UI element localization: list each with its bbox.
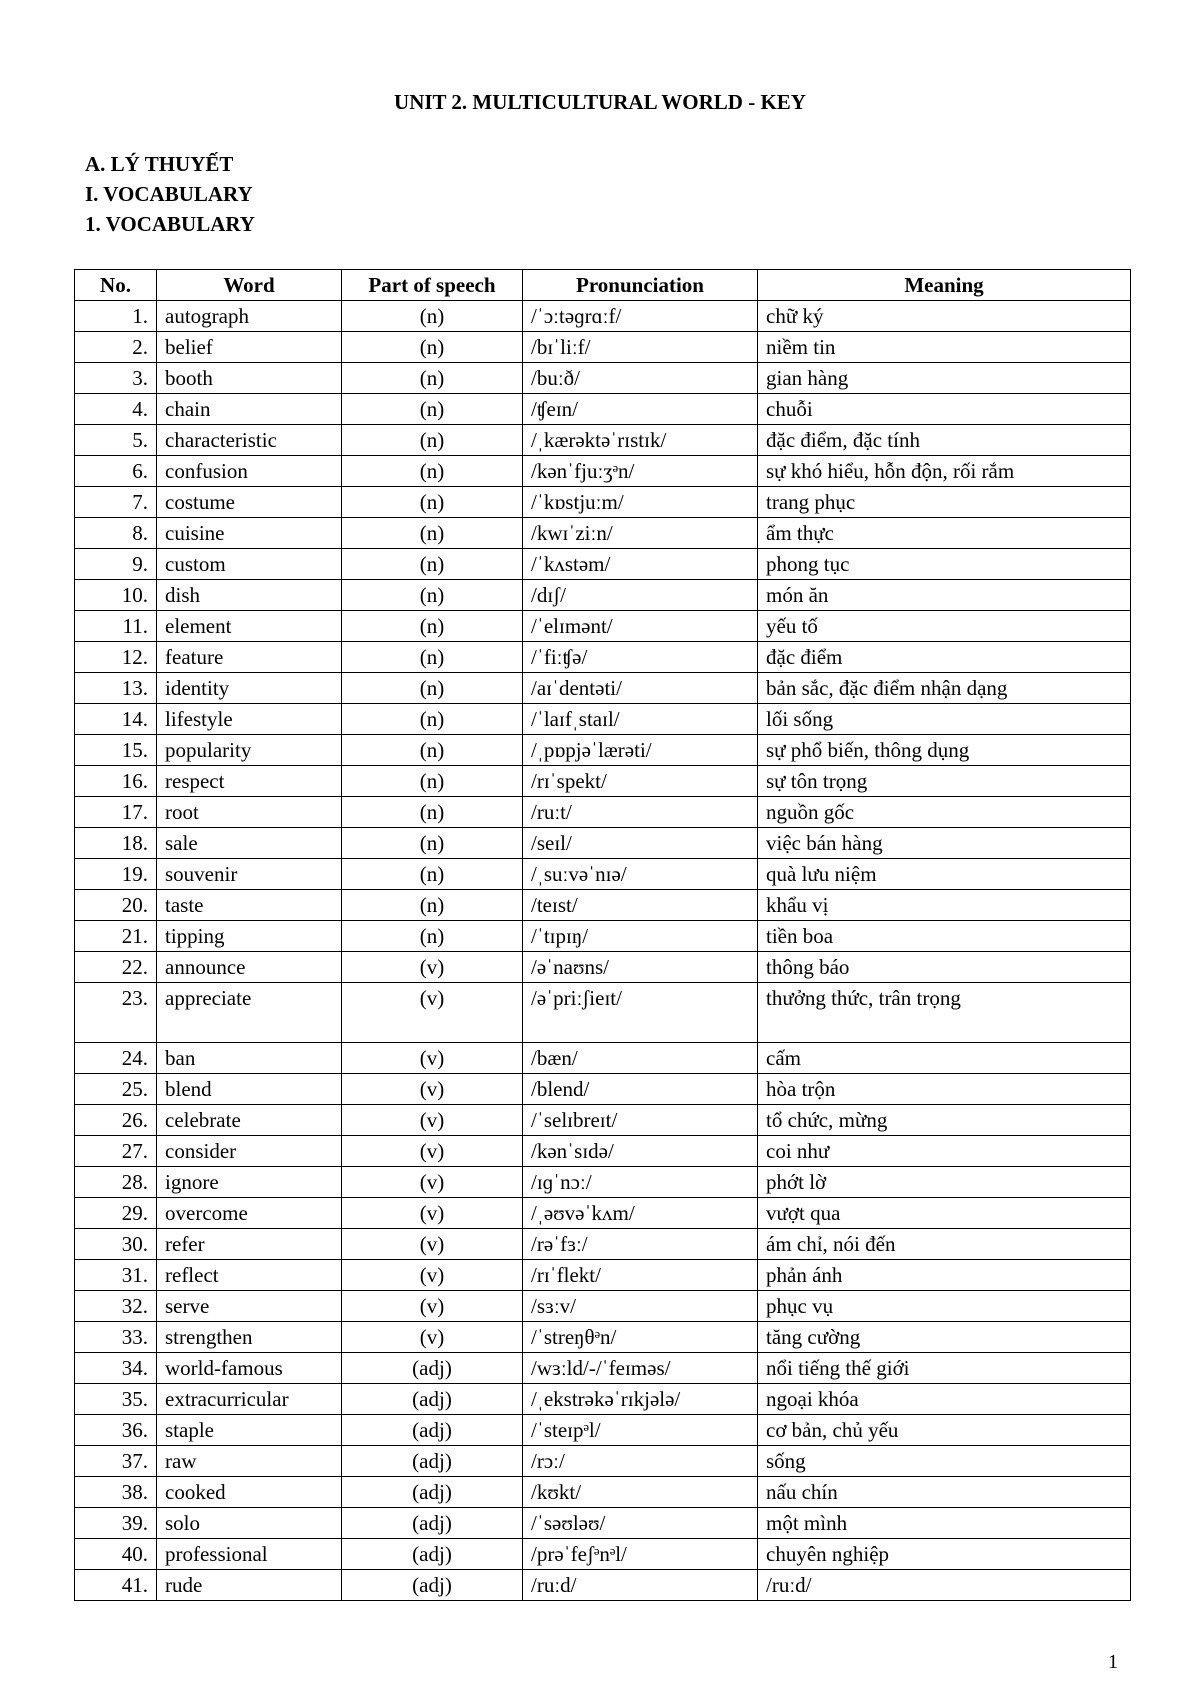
cell-pronunciation: /ˌəʊvəˈkʌm/ xyxy=(523,1198,758,1229)
cell-meaning: phục vụ xyxy=(758,1291,1131,1322)
cell-pronunciation: /dɪʃ/ xyxy=(523,580,758,611)
cell-word: consider xyxy=(157,1136,342,1167)
cell-word: confusion xyxy=(157,456,342,487)
cell-word: sale xyxy=(157,828,342,859)
cell-part-of-speech: (n) xyxy=(342,859,523,890)
cell-no: 14. xyxy=(75,704,157,735)
table-row xyxy=(75,828,1131,859)
cell-part-of-speech: (v) xyxy=(342,1105,523,1136)
cell-no: 38. xyxy=(75,1477,157,1508)
cell-meaning: gian hàng xyxy=(758,363,1131,394)
cell-no: 6. xyxy=(75,456,157,487)
cell-meaning: chữ ký xyxy=(758,301,1131,332)
cell-pronunciation: /ruːt/ xyxy=(523,797,758,828)
cell-pronunciation: /ˈsəʊləʊ/ xyxy=(523,1508,758,1539)
table-row xyxy=(75,1105,1131,1136)
table-row xyxy=(75,1167,1131,1198)
table-row xyxy=(75,1043,1131,1074)
cell-part-of-speech: (n) xyxy=(342,673,523,704)
cell-no: 27. xyxy=(75,1136,157,1167)
cell-meaning: phản ánh xyxy=(758,1260,1131,1291)
cell-part-of-speech: (v) xyxy=(342,983,523,1043)
cell-no: 1. xyxy=(75,301,157,332)
cell-pronunciation: /rɪˈflekt/ xyxy=(523,1260,758,1291)
cell-word: root xyxy=(157,797,342,828)
cell-pronunciation: /bæn/ xyxy=(523,1043,758,1074)
cell-no: 32. xyxy=(75,1291,157,1322)
cell-word: feature xyxy=(157,642,342,673)
cell-pronunciation: /sɜːv/ xyxy=(523,1291,758,1322)
cell-part-of-speech: (adj) xyxy=(342,1446,523,1477)
cell-word: cuisine xyxy=(157,518,342,549)
table-row xyxy=(75,1477,1131,1508)
cell-part-of-speech: (n) xyxy=(342,580,523,611)
cell-pronunciation: /buːð/ xyxy=(523,363,758,394)
cell-part-of-speech: (adj) xyxy=(342,1353,523,1384)
table-row xyxy=(75,611,1131,642)
cell-pronunciation: /ʧeɪn/ xyxy=(523,394,758,425)
cell-part-of-speech: (n) xyxy=(342,766,523,797)
table-row xyxy=(75,487,1131,518)
cell-meaning: nấu chín xyxy=(758,1477,1131,1508)
vocabulary-table xyxy=(74,269,1131,1601)
cell-no: 17. xyxy=(75,797,157,828)
cell-meaning: ám chỉ, nói đến xyxy=(758,1229,1131,1260)
cell-part-of-speech: (v) xyxy=(342,1043,523,1074)
cell-no: 8. xyxy=(75,518,157,549)
cell-meaning: bản sắc, đặc điểm nhận dạng xyxy=(758,673,1131,704)
cell-pronunciation: /ˈkɒstjuːm/ xyxy=(523,487,758,518)
cell-part-of-speech: (adj) xyxy=(342,1384,523,1415)
section-heading-theory: A. LÝ THUYẾT xyxy=(85,152,234,176)
cell-no: 40. xyxy=(75,1539,157,1570)
cell-word: strengthen xyxy=(157,1322,342,1353)
cell-meaning: tổ chức, mừng xyxy=(758,1105,1131,1136)
cell-word: professional xyxy=(157,1539,342,1570)
cell-pronunciation: /seɪl/ xyxy=(523,828,758,859)
cell-word: extracurricular xyxy=(157,1384,342,1415)
table-row xyxy=(75,1074,1131,1105)
table-row xyxy=(75,1415,1131,1446)
cell-meaning: một mình xyxy=(758,1508,1131,1539)
cell-part-of-speech: (n) xyxy=(342,735,523,766)
table-header-row xyxy=(75,270,1131,301)
column-header-meaning: Meaning xyxy=(758,270,1131,301)
cell-pronunciation: /ˌsuːvəˈnɪə/ xyxy=(523,859,758,890)
cell-meaning: sự khó hiểu, hỗn độn, rối rắm xyxy=(758,456,1131,487)
cell-part-of-speech: (adj) xyxy=(342,1477,523,1508)
table-row xyxy=(75,797,1131,828)
cell-meaning: vượt qua xyxy=(758,1198,1131,1229)
cell-pronunciation: /teɪst/ xyxy=(523,890,758,921)
cell-part-of-speech: (n) xyxy=(342,921,523,952)
cell-no: 7. xyxy=(75,487,157,518)
table-row xyxy=(75,1291,1131,1322)
table-row xyxy=(75,921,1131,952)
cell-word: belief xyxy=(157,332,342,363)
cell-part-of-speech: (n) xyxy=(342,394,523,425)
cell-meaning: sự tôn trọng xyxy=(758,766,1131,797)
cell-meaning: ngoại khóa xyxy=(758,1384,1131,1415)
cell-word: dish xyxy=(157,580,342,611)
cell-part-of-speech: (n) xyxy=(342,828,523,859)
cell-pronunciation: /ˈkʌstəm/ xyxy=(523,549,758,580)
table-row xyxy=(75,704,1131,735)
page-number: 1 xyxy=(1108,1651,1118,1673)
cell-part-of-speech: (n) xyxy=(342,363,523,394)
column-header-word: Word xyxy=(157,270,342,301)
cell-no: 30. xyxy=(75,1229,157,1260)
cell-word: serve xyxy=(157,1291,342,1322)
cell-no: 34. xyxy=(75,1353,157,1384)
table-row xyxy=(75,1353,1131,1384)
cell-word: announce xyxy=(157,952,342,983)
cell-no: 24. xyxy=(75,1043,157,1074)
cell-no: 37. xyxy=(75,1446,157,1477)
cell-pronunciation: /blend/ xyxy=(523,1074,758,1105)
cell-word: element xyxy=(157,611,342,642)
table-row xyxy=(75,735,1131,766)
cell-no: 19. xyxy=(75,859,157,890)
cell-part-of-speech: (n) xyxy=(342,890,523,921)
cell-word: rude xyxy=(157,1570,342,1601)
cell-word: raw xyxy=(157,1446,342,1477)
cell-part-of-speech: (v) xyxy=(342,1167,523,1198)
cell-meaning: trang phục xyxy=(758,487,1131,518)
table-row xyxy=(75,673,1131,704)
cell-pronunciation: /əˈnaʊns/ xyxy=(523,952,758,983)
table-row xyxy=(75,394,1131,425)
column-header-no: No. xyxy=(75,270,157,301)
cell-pronunciation: /kʊkt/ xyxy=(523,1477,758,1508)
cell-no: 15. xyxy=(75,735,157,766)
cell-word: cooked xyxy=(157,1477,342,1508)
cell-part-of-speech: (v) xyxy=(342,1291,523,1322)
cell-word: staple xyxy=(157,1415,342,1446)
cell-word: costume xyxy=(157,487,342,518)
column-header-pronunciation: Pronunciation xyxy=(523,270,758,301)
table-row xyxy=(75,1508,1131,1539)
cell-no: 16. xyxy=(75,766,157,797)
column-header-part-of-speech: Part of speech xyxy=(342,270,523,301)
cell-pronunciation: /ruːd/ xyxy=(523,1570,758,1601)
cell-pronunciation: /ˈfiːʧə/ xyxy=(523,642,758,673)
cell-no: 12. xyxy=(75,642,157,673)
table-row xyxy=(75,1322,1131,1353)
cell-no: 18. xyxy=(75,828,157,859)
table-row xyxy=(75,1260,1131,1291)
cell-no: 2. xyxy=(75,332,157,363)
cell-pronunciation: /ˌkærəktəˈrɪstɪk/ xyxy=(523,425,758,456)
cell-word: booth xyxy=(157,363,342,394)
cell-pronunciation: /rɔː/ xyxy=(523,1446,758,1477)
cell-part-of-speech: (n) xyxy=(342,642,523,673)
table-row xyxy=(75,859,1131,890)
cell-word: appreciate xyxy=(157,983,342,1043)
cell-meaning: phong tục xyxy=(758,549,1131,580)
cell-word: ignore xyxy=(157,1167,342,1198)
cell-word: refer xyxy=(157,1229,342,1260)
cell-meaning: lối sống xyxy=(758,704,1131,735)
table-body xyxy=(75,301,1131,1601)
table-row xyxy=(75,1136,1131,1167)
cell-no: 20. xyxy=(75,890,157,921)
cell-word: blend xyxy=(157,1074,342,1105)
cell-meaning: yếu tố xyxy=(758,611,1131,642)
cell-part-of-speech: (v) xyxy=(342,1136,523,1167)
cell-part-of-speech: (adj) xyxy=(342,1415,523,1446)
cell-word: reflect xyxy=(157,1260,342,1291)
cell-pronunciation: /ˈsteɪpᵊl/ xyxy=(523,1415,758,1446)
cell-pronunciation: /bɪˈliːf/ xyxy=(523,332,758,363)
cell-part-of-speech: (v) xyxy=(342,1198,523,1229)
cell-part-of-speech: (n) xyxy=(342,549,523,580)
cell-no: 21. xyxy=(75,921,157,952)
section-heading-vocabulary: I. VOCABULARY xyxy=(85,182,253,206)
table-row xyxy=(75,1539,1131,1570)
cell-no: 4. xyxy=(75,394,157,425)
cell-meaning: khẩu vị xyxy=(758,890,1131,921)
cell-no: 25. xyxy=(75,1074,157,1105)
cell-part-of-speech: (n) xyxy=(342,425,523,456)
cell-pronunciation: /ˈɔːtəɡrɑːf/ xyxy=(523,301,758,332)
cell-part-of-speech: (n) xyxy=(342,332,523,363)
cell-meaning: nổi tiếng thế giới xyxy=(758,1353,1131,1384)
cell-meaning: /ruːd/ xyxy=(758,1570,1131,1601)
cell-part-of-speech: (n) xyxy=(342,487,523,518)
cell-meaning: ẩm thực xyxy=(758,518,1131,549)
cell-part-of-speech: (n) xyxy=(342,301,523,332)
cell-no: 13. xyxy=(75,673,157,704)
cell-pronunciation: /ˈlaɪfˌstaɪl/ xyxy=(523,704,758,735)
cell-part-of-speech: (adj) xyxy=(342,1539,523,1570)
cell-pronunciation: /rəˈfɜː/ xyxy=(523,1229,758,1260)
cell-word: lifestyle xyxy=(157,704,342,735)
cell-no: 39. xyxy=(75,1508,157,1539)
cell-part-of-speech: (n) xyxy=(342,797,523,828)
cell-meaning: thông báo xyxy=(758,952,1131,983)
cell-meaning: sự phổ biến, thông dụng xyxy=(758,735,1131,766)
cell-word: ban xyxy=(157,1043,342,1074)
cell-no: 36. xyxy=(75,1415,157,1446)
table-row xyxy=(75,1384,1131,1415)
cell-word: celebrate xyxy=(157,1105,342,1136)
cell-meaning: sống xyxy=(758,1446,1131,1477)
cell-meaning: phớt lờ xyxy=(758,1167,1131,1198)
cell-meaning: đặc điểm, đặc tính xyxy=(758,425,1131,456)
table-row xyxy=(75,1198,1131,1229)
cell-meaning: nguồn gốc xyxy=(758,797,1131,828)
cell-meaning: chuỗi xyxy=(758,394,1131,425)
cell-meaning: tiền boa xyxy=(758,921,1131,952)
table-row xyxy=(75,1229,1131,1260)
cell-no: 23. xyxy=(75,983,157,1043)
table-row xyxy=(75,1570,1131,1601)
cell-part-of-speech: (v) xyxy=(342,952,523,983)
cell-part-of-speech: (n) xyxy=(342,518,523,549)
cell-meaning: quà lưu niệm xyxy=(758,859,1131,890)
cell-word: taste xyxy=(157,890,342,921)
cell-part-of-speech: (adj) xyxy=(342,1508,523,1539)
table-row xyxy=(75,642,1131,673)
cell-no: 9. xyxy=(75,549,157,580)
cell-meaning: coi như xyxy=(758,1136,1131,1167)
cell-word: respect xyxy=(157,766,342,797)
table-row xyxy=(75,456,1131,487)
cell-meaning: tăng cường xyxy=(758,1322,1131,1353)
cell-pronunciation: /ˈtɪpɪŋ/ xyxy=(523,921,758,952)
cell-no: 26. xyxy=(75,1105,157,1136)
cell-pronunciation: /ɪɡˈnɔː/ xyxy=(523,1167,758,1198)
cell-pronunciation: /aɪˈdentəti/ xyxy=(523,673,758,704)
cell-no: 29. xyxy=(75,1198,157,1229)
cell-pronunciation: /kwɪˈziːn/ xyxy=(523,518,758,549)
table-row xyxy=(75,1446,1131,1477)
cell-meaning: niềm tin xyxy=(758,332,1131,363)
cell-part-of-speech: (v) xyxy=(342,1322,523,1353)
cell-no: 3. xyxy=(75,363,157,394)
cell-word: autograph xyxy=(157,301,342,332)
cell-meaning: việc bán hàng xyxy=(758,828,1131,859)
cell-part-of-speech: (v) xyxy=(342,1074,523,1105)
cell-no: 5. xyxy=(75,425,157,456)
cell-part-of-speech: (v) xyxy=(342,1229,523,1260)
cell-word: characteristic xyxy=(157,425,342,456)
cell-no: 35. xyxy=(75,1384,157,1415)
cell-no: 33. xyxy=(75,1322,157,1353)
cell-meaning: cấm xyxy=(758,1043,1131,1074)
cell-part-of-speech: (adj) xyxy=(342,1570,523,1601)
cell-word: popularity xyxy=(157,735,342,766)
cell-meaning: đặc điểm xyxy=(758,642,1131,673)
cell-meaning: cơ bản, chủ yếu xyxy=(758,1415,1131,1446)
page-title: UNIT 2. MULTICULTURAL WORLD - KEY xyxy=(394,90,806,114)
cell-pronunciation: /ˈselɪbreɪt/ xyxy=(523,1105,758,1136)
cell-word: custom xyxy=(157,549,342,580)
table-row xyxy=(75,549,1131,580)
cell-word: tipping xyxy=(157,921,342,952)
table-row xyxy=(75,425,1131,456)
cell-no: 28. xyxy=(75,1167,157,1198)
cell-meaning: hòa trộn xyxy=(758,1074,1131,1105)
cell-part-of-speech: (v) xyxy=(342,1260,523,1291)
table-row xyxy=(75,518,1131,549)
cell-meaning: chuyên nghiệp xyxy=(758,1539,1131,1570)
cell-pronunciation: /prəˈfeʃᵊnᵊl/ xyxy=(523,1539,758,1570)
table-row xyxy=(75,890,1131,921)
cell-pronunciation: /ˌekstrəkəˈrɪkjələ/ xyxy=(523,1384,758,1415)
cell-pronunciation: /ˌpɒpjəˈlærəti/ xyxy=(523,735,758,766)
cell-pronunciation: /kənˈfjuːʒᵊn/ xyxy=(523,456,758,487)
cell-word: chain xyxy=(157,394,342,425)
cell-pronunciation: /rɪˈspekt/ xyxy=(523,766,758,797)
cell-part-of-speech: (n) xyxy=(342,611,523,642)
cell-no: 11. xyxy=(75,611,157,642)
cell-word: souvenir xyxy=(157,859,342,890)
table-row xyxy=(75,301,1131,332)
table-row xyxy=(75,766,1131,797)
table-row xyxy=(75,580,1131,611)
subsection-heading-vocabulary: 1. VOCABULARY xyxy=(85,212,255,236)
cell-pronunciation: /ˈelɪmənt/ xyxy=(523,611,758,642)
cell-meaning: món ăn xyxy=(758,580,1131,611)
table-row xyxy=(75,363,1131,394)
cell-no: 41. xyxy=(75,1570,157,1601)
cell-pronunciation: /kənˈsɪdə/ xyxy=(523,1136,758,1167)
cell-part-of-speech: (n) xyxy=(342,456,523,487)
cell-no: 10. xyxy=(75,580,157,611)
table-row xyxy=(75,983,1131,1043)
table-row xyxy=(75,332,1131,363)
cell-meaning: thưởng thức, trân trọng xyxy=(758,983,1131,1043)
table-row xyxy=(75,952,1131,983)
cell-word: world-famous xyxy=(157,1353,342,1384)
cell-word: identity xyxy=(157,673,342,704)
cell-no: 31. xyxy=(75,1260,157,1291)
cell-word: overcome xyxy=(157,1198,342,1229)
cell-part-of-speech: (n) xyxy=(342,704,523,735)
cell-pronunciation: /əˈpriːʃieɪt/ xyxy=(523,983,758,1043)
cell-pronunciation: /ˈstreŋθᵊn/ xyxy=(523,1322,758,1353)
cell-pronunciation: /wɜːld/-/ˈfeɪməs/ xyxy=(523,1353,758,1384)
cell-no: 22. xyxy=(75,952,157,983)
cell-word: solo xyxy=(157,1508,342,1539)
